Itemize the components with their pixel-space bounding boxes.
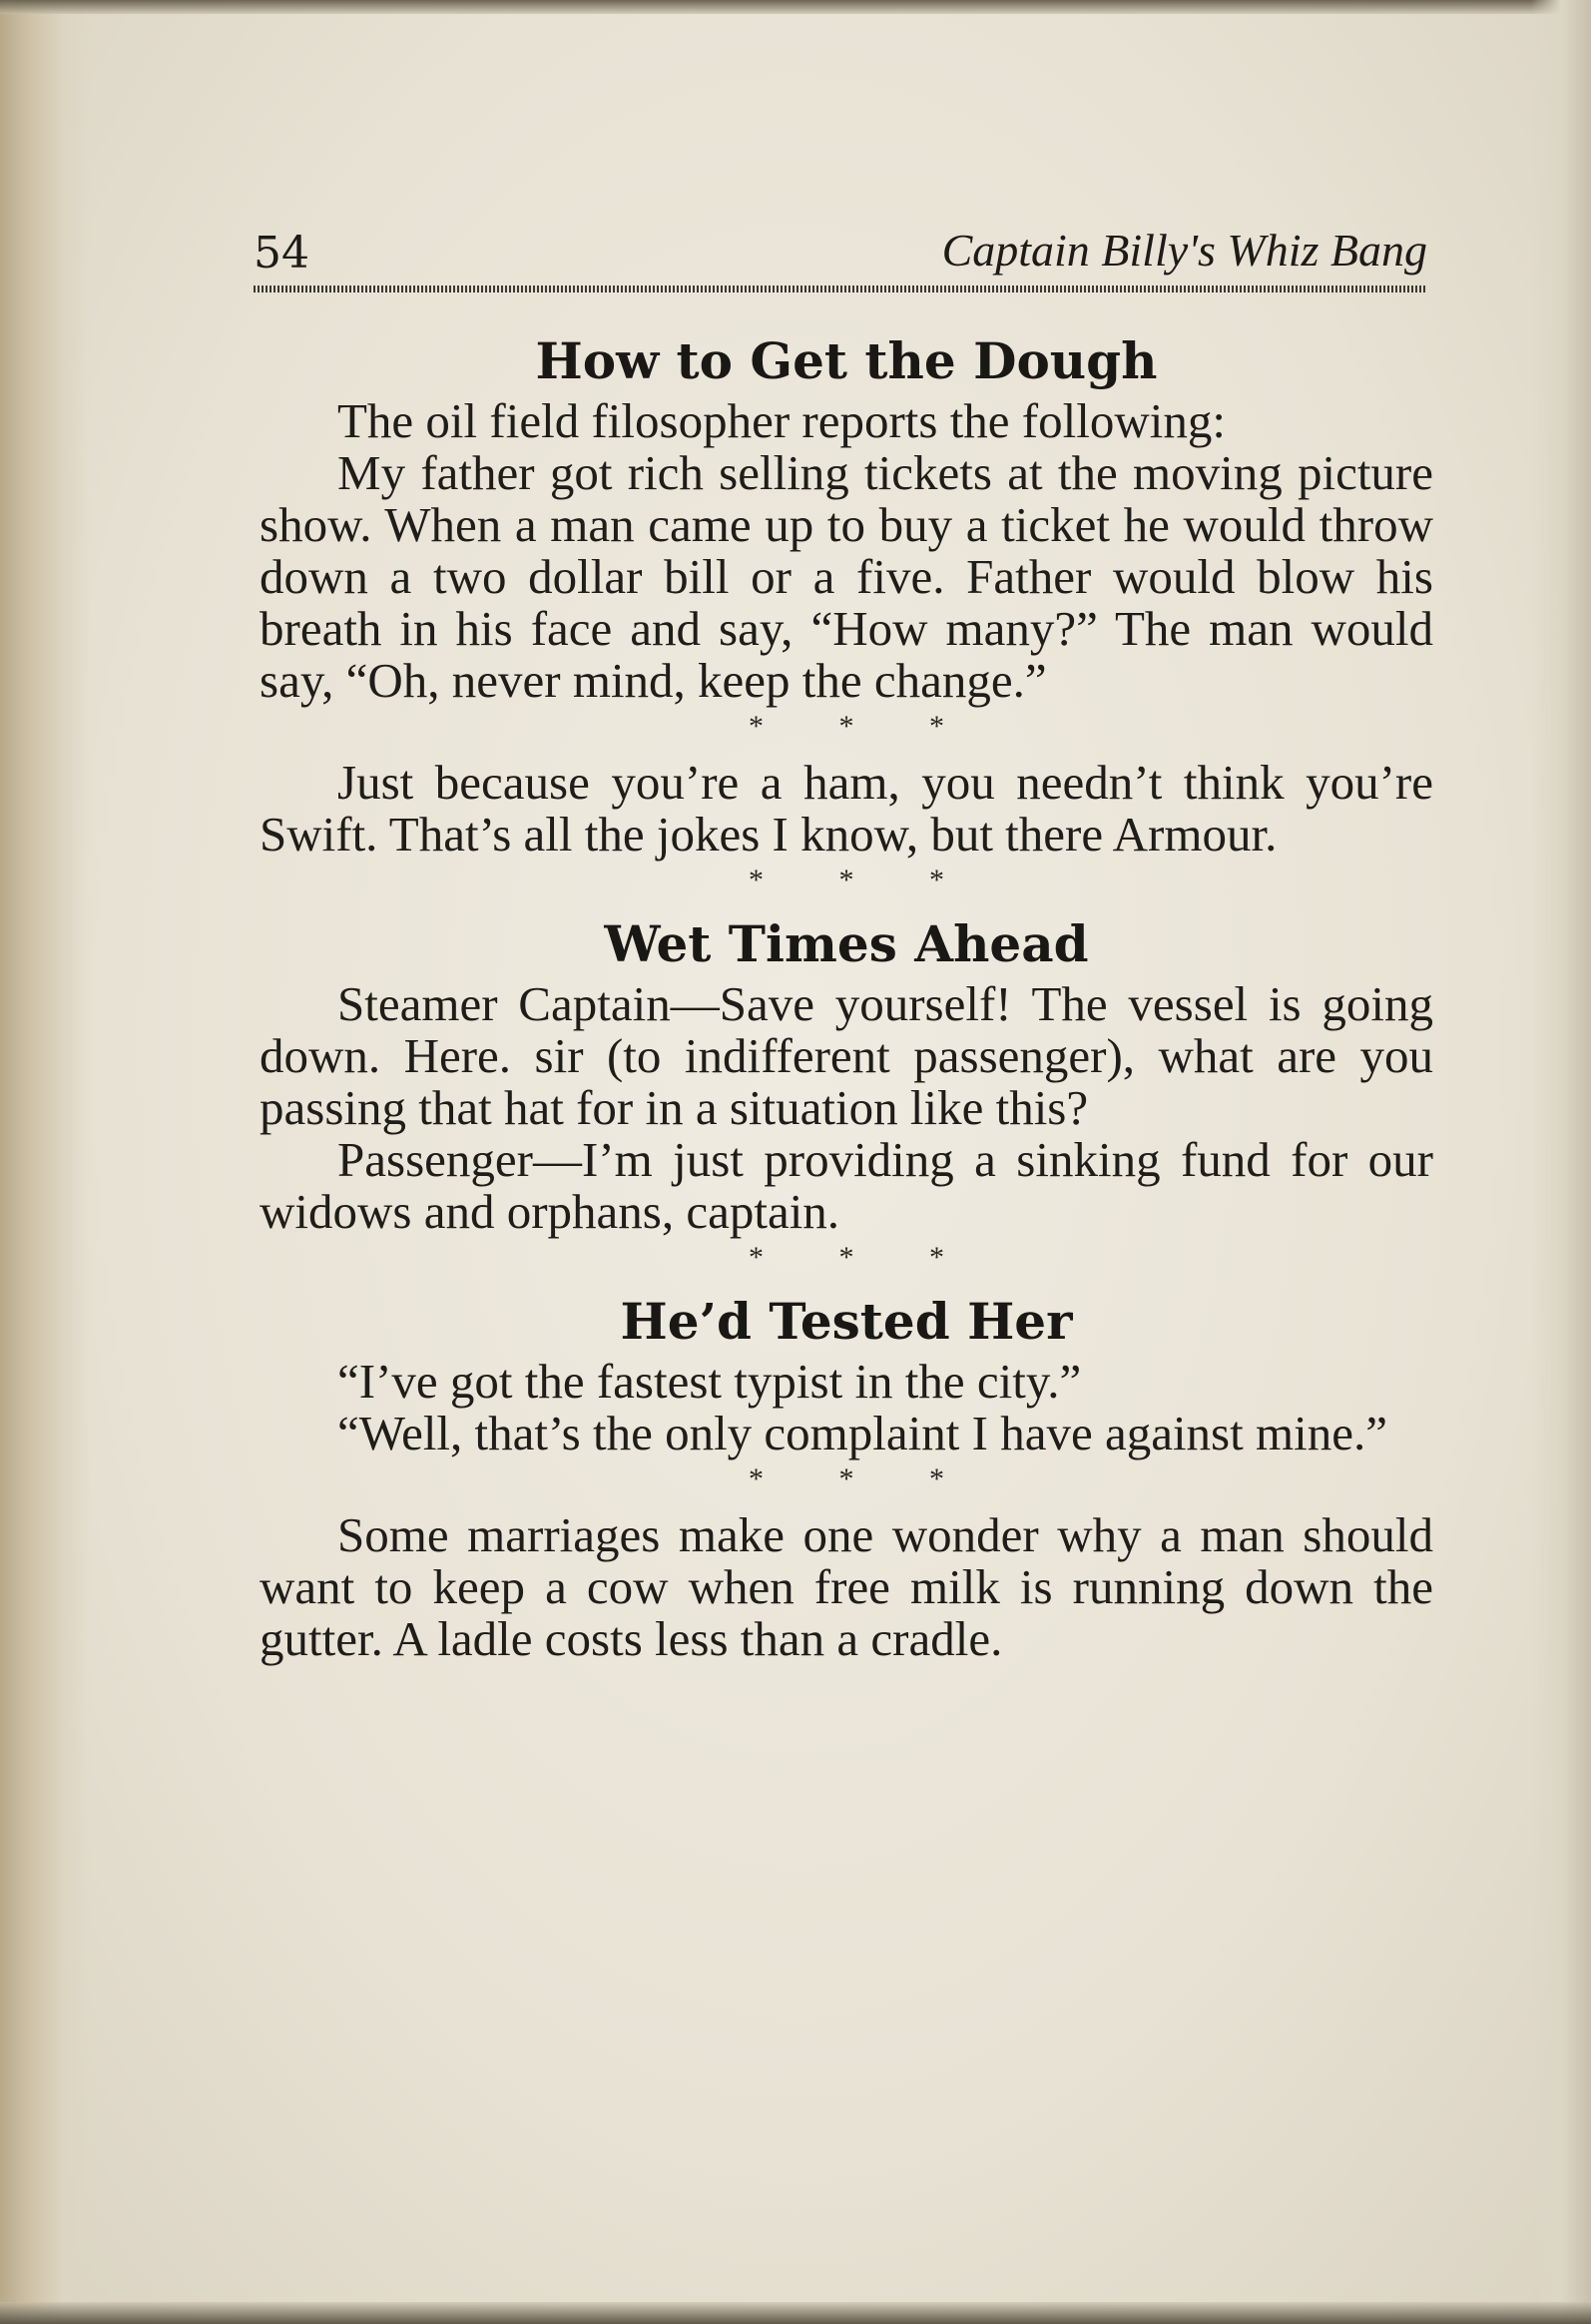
page-binding-shadow — [0, 0, 90, 2324]
section-heading: Wet Times Ahead — [604, 914, 1089, 973]
page-right-edge — [1531, 0, 1591, 2324]
section-heading: How to Get the Dough — [535, 331, 1158, 390]
paragraph: Some marriages make one wonder why a man should want to keep a cow when free milk is running down the gutter. A ladle costs less than a cradle. — [260, 1507, 1433, 1666]
paragraph: “Well, that’s the only complaint I have against mine.” — [337, 1406, 1387, 1460]
running-header — [254, 222, 1427, 291]
paragraph: Steamer Captain—Save yourself! The vessel is going down. Here. sir (to indifferent passenger), what are you passing that hat for in a situation like this? — [260, 976, 1433, 1135]
paragraph: “I’ve got the fastest typist in the city.” — [337, 1354, 1082, 1409]
header-rule — [254, 286, 1427, 292]
page-top-edge — [0, 0, 1591, 14]
section-separator: * * * — [749, 1241, 978, 1274]
paragraph: Just because you’re a ham, you needn’t think you’re Swift. That’s all the jokes I know, but there Armour. — [260, 755, 1433, 862]
paragraph: The oil field filosopher reports the following: — [337, 393, 1226, 448]
page-bottom-edge — [0, 2302, 1591, 2324]
section-separator: * * * — [749, 710, 978, 743]
section-separator: * * * — [749, 1462, 978, 1495]
page-content — [260, 327, 1433, 1665]
running-title: Captain Billy's Whiz Bang — [941, 225, 1427, 276]
section-separator: * * * — [749, 864, 978, 896]
page-number: 54 — [254, 228, 309, 279]
section-heading: He’d Tested Her — [620, 1292, 1073, 1351]
paragraph: Passenger—I’m just providing a sinking fund for our widows and orphans, captain. — [260, 1132, 1433, 1239]
paragraph: My father got rich selling tickets at the moving picture show. When a man came up to buy a ticket he would throw down a two dollar bill or a five. Father would blow his breath in his face and say, “How many?” The man would say, “Oh, never mind, keep the change.” — [260, 445, 1433, 708]
